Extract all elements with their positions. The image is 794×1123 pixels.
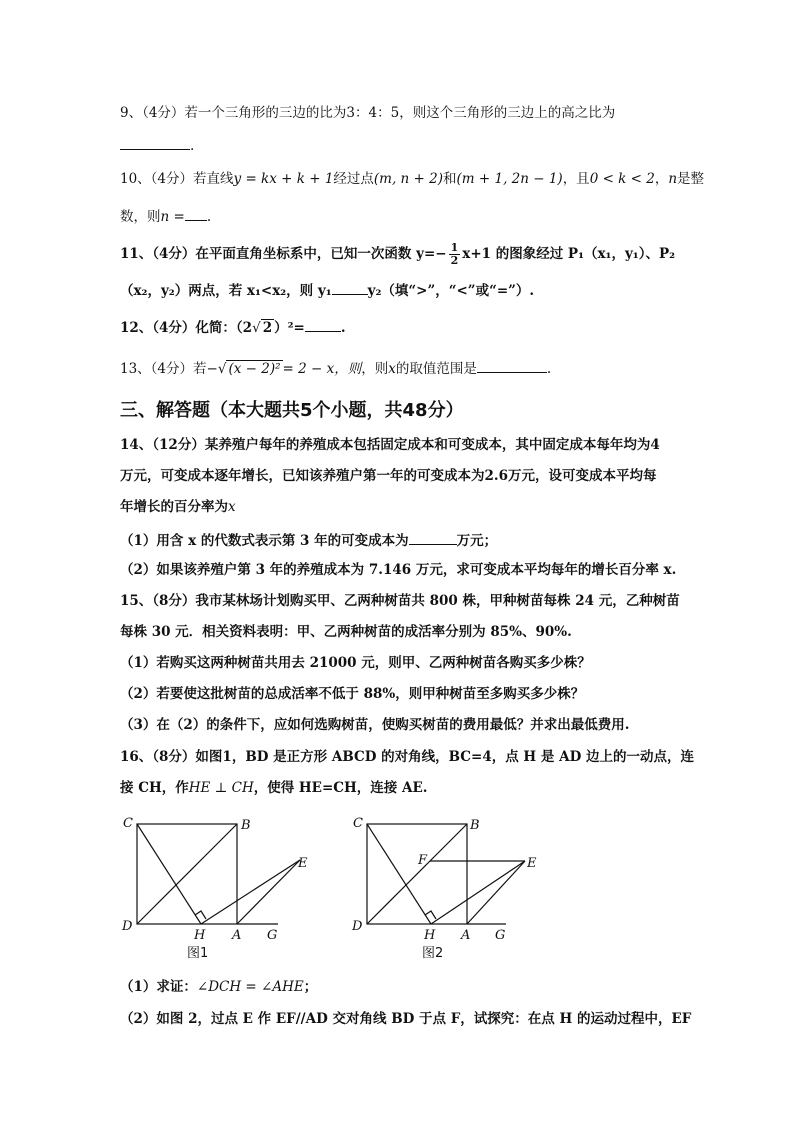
- q10-answer-blank[interactable]: [185, 206, 207, 221]
- q9-end: .: [190, 138, 195, 154]
- q10-mid2: 和: [443, 171, 457, 187]
- q9-answer-blank[interactable]: [120, 135, 190, 150]
- q12-prefix: 12、（4分）化简：（2: [120, 320, 253, 336]
- q10-mid1: 经过点: [333, 171, 374, 187]
- q10-point1: (m, n + 2): [373, 171, 444, 187]
- q15-part2: （2）若要使这批树苗的总成活率不低于 88%，则甲种树苗至多购买多少株？: [120, 686, 585, 702]
- fig2-label-g: G: [495, 928, 506, 943]
- fig2-label-d: D: [352, 919, 363, 934]
- fig2-label-e: E: [527, 856, 537, 871]
- q16-line2-b: ，使得 HE=CH，连接 AE.: [253, 780, 428, 796]
- q13-answer-blank[interactable]: [477, 358, 547, 373]
- fig2-label-a: A: [461, 928, 471, 943]
- q10-mid5: 是整: [677, 171, 705, 187]
- q13-var: x: [388, 361, 396, 377]
- q10-formula: y = kx + k + 1: [233, 171, 334, 187]
- q11-answer-blank[interactable]: [332, 280, 368, 295]
- q10-line2: [120, 206, 211, 226]
- q13-sqrt-expr: (x − 2)²: [228, 361, 281, 377]
- fig1-diagonal-bd: [137, 824, 237, 924]
- fig2-label-h: H: [424, 928, 436, 943]
- fig1-label-d: D: [122, 919, 133, 934]
- q11-frac-num: 1: [450, 241, 459, 254]
- fig2-line-ch: [367, 824, 431, 924]
- q15-part1: （1）若购买这两种树苗共用去 21000 元，则甲、乙两种树苗各购买多少株？: [120, 655, 591, 671]
- q14-line3: [120, 498, 236, 516]
- q14-answer-blank[interactable]: [409, 530, 457, 545]
- q10-mid4: ，: [654, 171, 669, 187]
- q14-part1-b: 万元；: [456, 533, 498, 549]
- q15-line1: 15、（8分）我市某林场计划购买甲、乙两种树苗共 800 株，甲种树苗每株 24 元，乙种树苗: [120, 593, 680, 609]
- q14-line3-var: x: [228, 499, 236, 515]
- q11-line2: [120, 280, 534, 300]
- q14-part2: （2）如果该养殖户第 3 年的养殖成本为 7.146 万元，求可变成本平均每年的增长百分率 x.: [120, 562, 677, 578]
- fig1-line-ae: [237, 860, 300, 924]
- q12-answer-blank[interactable]: [305, 317, 341, 332]
- q10-point2: (m + 1, 2n − 1): [456, 171, 563, 187]
- q16-part1-a: （1）求证：: [120, 979, 197, 995]
- figure-2: [367, 824, 525, 924]
- figures: [0, 805, 794, 975]
- q14-line1: 14、（12分）某养殖户每年的养殖成本包括固定成本和可变成本，其中固定成本每年均为4: [120, 437, 660, 453]
- fig2-label-f: F: [418, 853, 428, 868]
- q10-condition: 0 < k < 2: [589, 171, 655, 187]
- fig2-caption: 图2: [422, 946, 444, 961]
- q11-mid: x+1 的图象经过 P₁（x₁，y₁）、P₂: [462, 246, 676, 262]
- fig1-label-e: E: [298, 856, 308, 871]
- section-3-heading: 三、解答题（本大题共5个小题，共48分）: [120, 400, 464, 421]
- q16-part1: [120, 978, 317, 996]
- fig2-diagonal-bd: [367, 824, 467, 924]
- q14-line2: 万元，可变成本逐年增长，已知该养殖户第一年的可变成本为2.6万元，设可变成本平均每: [120, 468, 657, 484]
- q16-part1-b: ；: [303, 979, 318, 995]
- fig1-label-h: H: [194, 928, 206, 943]
- fig2-line-he: [431, 861, 525, 924]
- q9-text: 9、（4分）若一个三角形的三边的比为3：4：5，则这个三角形的三边上的高之比为: [120, 105, 616, 121]
- q16-part1-formula: ∠DCH = ∠AHE: [196, 979, 304, 995]
- q10-line1: [120, 170, 704, 188]
- q12-sqrt-value: 2: [262, 320, 273, 336]
- q13-after: 的取值范围是: [395, 361, 477, 377]
- q11-fraction: [449, 242, 461, 267]
- q10-mid3: ，且: [562, 171, 590, 187]
- fig2-line-ae: [467, 861, 525, 924]
- q16-line1: 16、（8分）如图1，BD 是正方形 ABCD 的对角线，BC=4，点 H 是 AD 边上的一动点，连: [120, 749, 694, 765]
- q13-line: 13、（4分）若−√ (x − 2)² = 2 − x，则，则x的取值范围是 .: [120, 358, 551, 378]
- q16-line2-a: 接 CH，作: [120, 780, 189, 796]
- figure-1: [137, 824, 300, 924]
- q10-end: .: [206, 209, 212, 225]
- q11-line2-a: （x₂，y₂）两点，若 x₁<x₂，则 y₁: [120, 283, 332, 299]
- fig1-line-he: [201, 860, 300, 924]
- fig2-label-b: B: [470, 818, 480, 833]
- q14-part1-a: （1）用含 x 的代数式表示第 3 年的可变成本为: [120, 533, 409, 549]
- q15-line2: 每株 30 元．相关资料表明：甲、乙两种树苗的成活率分别为 85%、90%.: [120, 624, 572, 640]
- fig1-label-b: B: [241, 818, 251, 833]
- q13-mid: = 2 − x，则: [282, 361, 362, 377]
- q13-prefix: 13、（4分）若−: [120, 361, 218, 377]
- fig1-line-ch: [137, 824, 201, 924]
- fig2-label-c: C: [353, 816, 363, 831]
- q13-end: .: [546, 361, 552, 377]
- q16-part2: （2）如图 2，过点 E 作 EF//AD 交对角线 BD 于点 F，试探究：在点 H 的运动过程中，EF: [120, 1011, 692, 1027]
- fig1-label-c: C: [123, 816, 133, 831]
- q16-line2-formula: HE ⊥ CH: [188, 780, 254, 796]
- q15-part3: （3）在（2）的条件下，应如何选购树苗，使购买树苗的费用最低？并求出最低费用.: [120, 717, 630, 733]
- q10-var-n: n: [668, 171, 678, 187]
- fig1-caption: 图1: [187, 946, 209, 961]
- fig1-label-a: A: [232, 928, 242, 943]
- q14-part1: [120, 530, 497, 550]
- q14-line3-a: 年增长的百分率为: [120, 499, 228, 515]
- q10-line2-var: n =: [160, 209, 185, 225]
- q11-line2-b: y₂（填“>”，“<”或“=”）.: [367, 283, 535, 299]
- fig1-label-g: G: [267, 928, 278, 943]
- q10-line2-prefix: 数，则: [120, 209, 161, 225]
- q9-line1: [120, 104, 615, 122]
- q10-prefix: 10、（4分）若直线: [120, 171, 234, 187]
- q9-line2: [120, 135, 194, 155]
- q12-end: .: [340, 320, 346, 336]
- q16-line2: [120, 779, 427, 797]
- q11-frac-den: 2: [450, 254, 459, 267]
- q12-mid: ）²=: [274, 320, 305, 336]
- q11-line1: [120, 242, 675, 267]
- q11-prefix: 11、（4分）在平面直角坐标系中，已知一次函数 y=−: [120, 246, 447, 262]
- q12-line: 12、（4分）化简：（2√ 2 ）²= .: [120, 317, 346, 337]
